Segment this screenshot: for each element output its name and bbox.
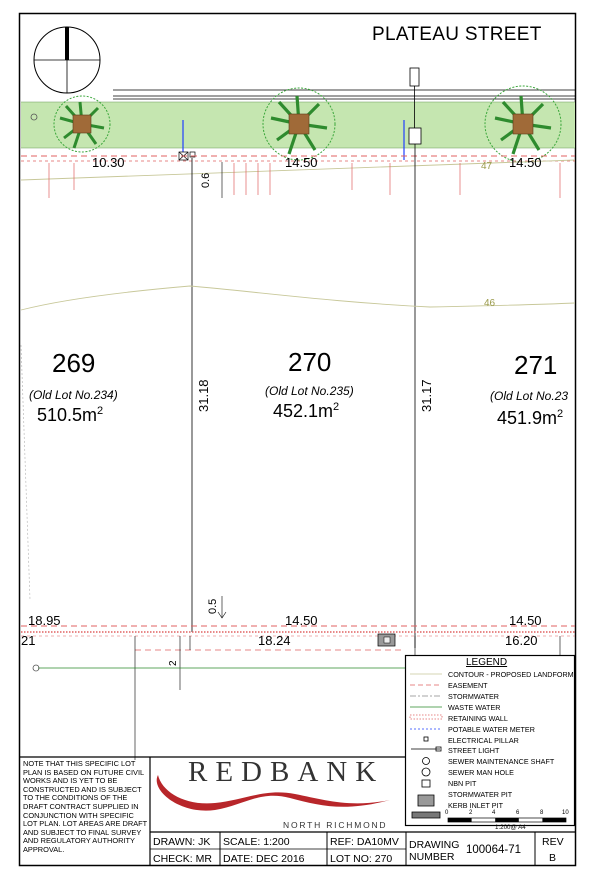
drawn-by: DRAWN: JK [153,836,211,848]
area-unit-sup: 2 [97,405,104,417]
rear-dim-left: 21 [21,633,36,648]
scale-tick: 8 [540,810,544,816]
reference: REF: DA10MV [330,836,399,848]
scale-bar [448,818,566,822]
legend-item: EASEMENT [448,681,488,690]
legend-item: KERB INLET PIT [448,801,503,810]
legend-title: LEGEND [466,657,508,668]
brand-name: REDBANK [188,756,385,788]
scale-tick: 0 [445,810,449,816]
stormwater-pit-icon [378,634,395,646]
drawing-number: 100064-71 [466,844,521,856]
old-lot-270: (Old Lot No.235) [265,384,354,398]
drawing-number-label: NUMBER [409,851,455,863]
frontage-dim-271: 14.50 [509,155,542,170]
lot-number-270: 270 [288,347,332,377]
lot-number-271: 271 [514,350,558,380]
lot-area-270 [273,401,339,422]
setback-small-dim: 2 [168,660,179,666]
brand-subtitle: NORTH RICHMOND [283,820,388,830]
drawing-number-label: DRAWING [409,839,460,851]
drawing-scale: SCALE: 1:200 [223,836,290,848]
legend-item: POTABLE WATER METER [448,725,535,734]
lot-number-269: 269 [52,348,96,378]
checked-by: CHECK: MR [153,853,212,865]
area-unit-sup: 2 [557,408,564,420]
old-lot-271: (Old Lot No.23 [490,389,569,403]
disclaimer-note: NOTE THAT THIS SPECIFIC LOT PLAN IS BASED ON FUTURE CIVIL WORKS AND IS YET TO BE CONSTRUCTED AND IS SUBJECT TO THE CONDITIONS OF THE DRAFT CONTRACT SUPPLIED IN CONJUNCTION WITH SPECIFIC LOT PLAN. LOT AREAS ARE DRAFT AND SUBJECT TO FINAL SURVEY AND REGULATORY AUTHORITY APPROVAL. [23,759,148,854]
lot-area-value: 451.9m [497,408,558,428]
rear-setback-dim: 0.5 [207,598,219,614]
legend-item: RETAINING WALL [448,714,508,723]
legend-item: ELECTRICAL PILLAR [448,736,519,745]
rear-dim-269: 18.95 [28,613,61,628]
legend-item: SEWER MAINTENANCE SHAFT [448,757,555,766]
front-setback-dim: 0.6 [200,172,212,188]
revision-value: B [549,852,557,864]
scale-tick: 2 [469,810,473,816]
scale-tick: 10 [562,810,569,816]
scale-tick: 6 [516,810,520,816]
contour-label-46: 46 [484,298,496,309]
frontage-dim-269: 10.30 [92,155,125,170]
lot-area-269 [37,405,103,426]
street-name: PLATEAU STREET [372,24,542,45]
legend-item: STREET LIGHT [448,746,500,755]
rear-lower-dim-271: 16.20 [505,633,538,648]
drawing-date: DATE: DEC 2016 [223,853,305,865]
frontage-dim-270: 14.50 [285,155,318,170]
legend-item: STORMWATER [448,692,499,701]
rear-dim-270: 14.50 [285,613,318,628]
scale-tick: 4 [492,810,496,816]
old-lot-269: (Old Lot No.234) [29,388,118,402]
lot-area-value: 452.1m [273,401,334,421]
scale-label: 1:200@ A4 [495,824,526,831]
lot-area-271 [497,408,563,429]
revision-label: REV [542,836,564,848]
rear-lower-dim-270: 18.24 [258,633,291,648]
north-arrow-icon [34,27,100,93]
legend-item: STORMWATER PIT [448,790,513,799]
area-unit-sup: 2 [333,401,340,413]
side-dim-right: 31.17 [419,379,434,412]
lot-area-value: 510.5m [37,405,98,425]
side-dim-left: 31.18 [196,379,211,412]
lot-number: LOT NO: 270 [330,853,393,865]
rear-dim-271: 14.50 [509,613,542,628]
contour-label-47: 47 [481,161,493,172]
legend-item: NBN PIT [448,779,477,788]
legend-item: CONTOUR - PROPOSED LANDFORM [448,670,574,679]
road-edge [113,90,575,99]
legend-item: WASTE WATER [448,703,501,712]
legend-item: SEWER MAN HOLE [448,768,514,777]
